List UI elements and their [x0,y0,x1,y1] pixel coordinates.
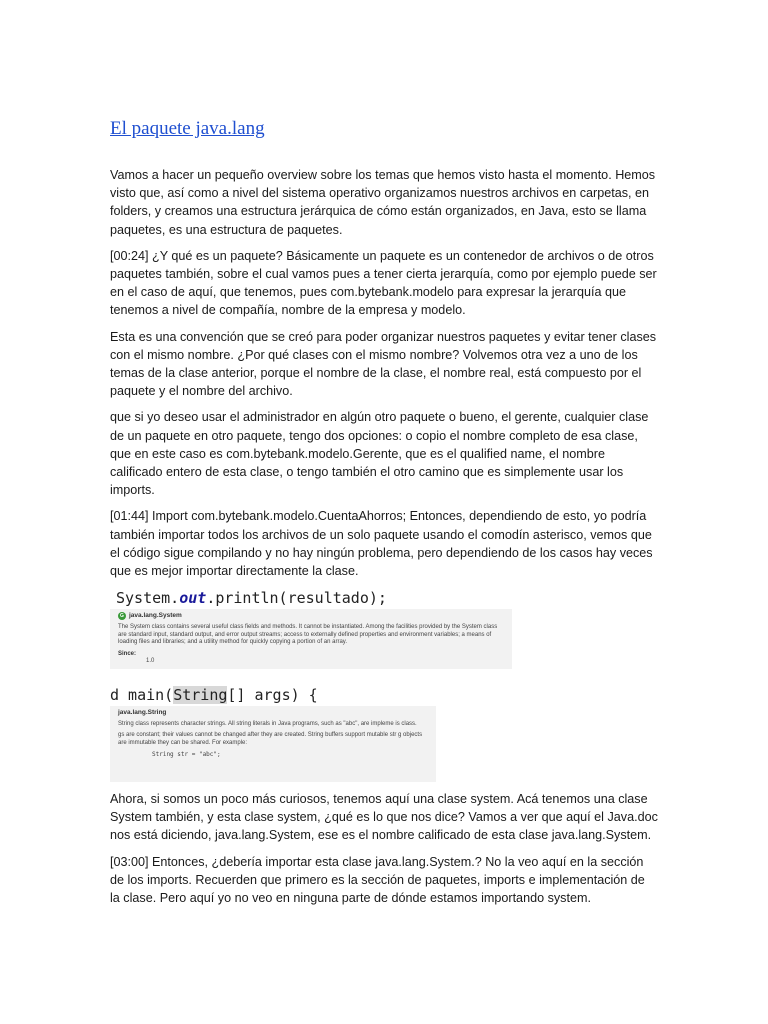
code-type: String [173,686,228,704]
since-label: Since: [118,650,137,657]
string-javadoc-screenshot [110,684,436,782]
paragraphs-top [110,166,658,588]
javadoc-signature [118,709,428,717]
javadoc-description: String class represents character strings. All string literals in Java programs, such as "abc", are impleme is class. [118,720,417,727]
page-title[interactable]: El paquete java.lang [110,118,265,139]
system-javadoc-screenshot [110,587,512,669]
javadoc-code-example: String str = "abc"; [152,751,221,758]
javadoc-description: The System class contains several useful class fields and methods. It cannot be instantiated. Among the facilities provided by the System class are standard input, standard output, and error output streams; access to externally defined properties and environment variables; a means of loading files and libraries; and a utility method for quickly copying a portion of an array. [118,624,498,645]
paragraph: Ahora, si somos un poco más curiosos, tenemos aquí una clase system. Acá tenemos una clase System también, y esta clase system, ¿qué es lo que nos dice? Vamos a ver que aquí el Java.doc nos está diciendo, java.lang.System, ese es el nombre calificado de esta clase java.lang.System. [110,792,658,843]
paragraph: [00:24] ¿Y qué es un paquete? Básicamente un paquete es un contenedor de archivos o de otros paquetes también, sobre el cual vamos pues a tener cierta jerarquía, como por ejemplo puede ser en el caso de aquí, que tenemos, pues com.bytebank.modelo para expresar la jerarquía que tenemos a nivel de compañía, nombre de la empresa y modelo. [110,248,657,318]
javadoc-popup [110,609,512,669]
javadoc-description: gs are constant; their values cannot be changed after they are created. String buffers support mutable str g objects are immutable they can be shared. For example: [118,732,423,746]
paragraph: que si yo deseo usar el administrador en algún otro paquete o bueno, el gerente, cualquier clase de un paquete en otro paquete, tengo dos opciones: o copio el nombre completo de esa clase, que en este caso es com.bytebank.modelo.Gerente, que es el qualified name, el nombre calificado entero de esta clase, o tengo también el otro camino que es simplemente usar los imports. [110,410,649,498]
code-text: [] args) { [227,686,318,704]
javadoc-signature [118,612,504,620]
signature-text: java.lang.System [129,612,182,620]
paragraphs-bottom [110,790,658,915]
code-line [110,684,436,706]
code-keyword: out [179,589,207,607]
signature-text: java.lang.String [118,709,167,716]
code-line [110,587,512,609]
paragraph: Vamos a hacer un pequeño overview sobre los temas que hemos visto hasta el momento. Hemos visto que, así como a nivel del sistema operativo organizamos nuestros archivos en carpetas, en folders, y creamos una estructura jerárquica de cómo están organizados, en Java, esto se llama paquetes, es una estructura de paquetes. [110,168,656,237]
class-icon: G [118,612,126,620]
javadoc-since [118,651,504,666]
paragraph: [01:44] Import com.bytebank.modelo.CuentaAhorros; Entonces, dependiendo de esto, yo podría también importar todos los archivos de un solo paquete usando el comodín asterisco, vemos que el código sigue compilando y no hay ningún problema, pero dependiendo de los casos hay veces que es mejor importar directamente la clase. [110,509,653,579]
javadoc-popup [110,706,436,762]
code-text: System. [116,589,180,607]
code-text: d main( [110,686,174,704]
code-text: .println(resultado); [206,589,387,607]
paragraph: [03:00] Entonces, ¿debería importar esta clase java.lang.System.? No la veo aquí en la sección de los imports. Recuerden que primero es la sección de paquetes, imports e implementación de la clase. Pero aquí yo no veo en ninguna parte de dónde estamos importando system. [110,854,645,906]
since-value: 1.0 [146,658,155,664]
paragraph: Esta es una convención que se creó para poder organizar nuestros paquetes y evitar tener clases con el mismo nombre. ¿Por qué clases con el mismo nombre? Volvemos otra vez a uno de los temas de la clase anterior, porque el nombre de la clase, el nombre real, está compuesto por el paquete y el nombre del archivo. [110,329,657,399]
